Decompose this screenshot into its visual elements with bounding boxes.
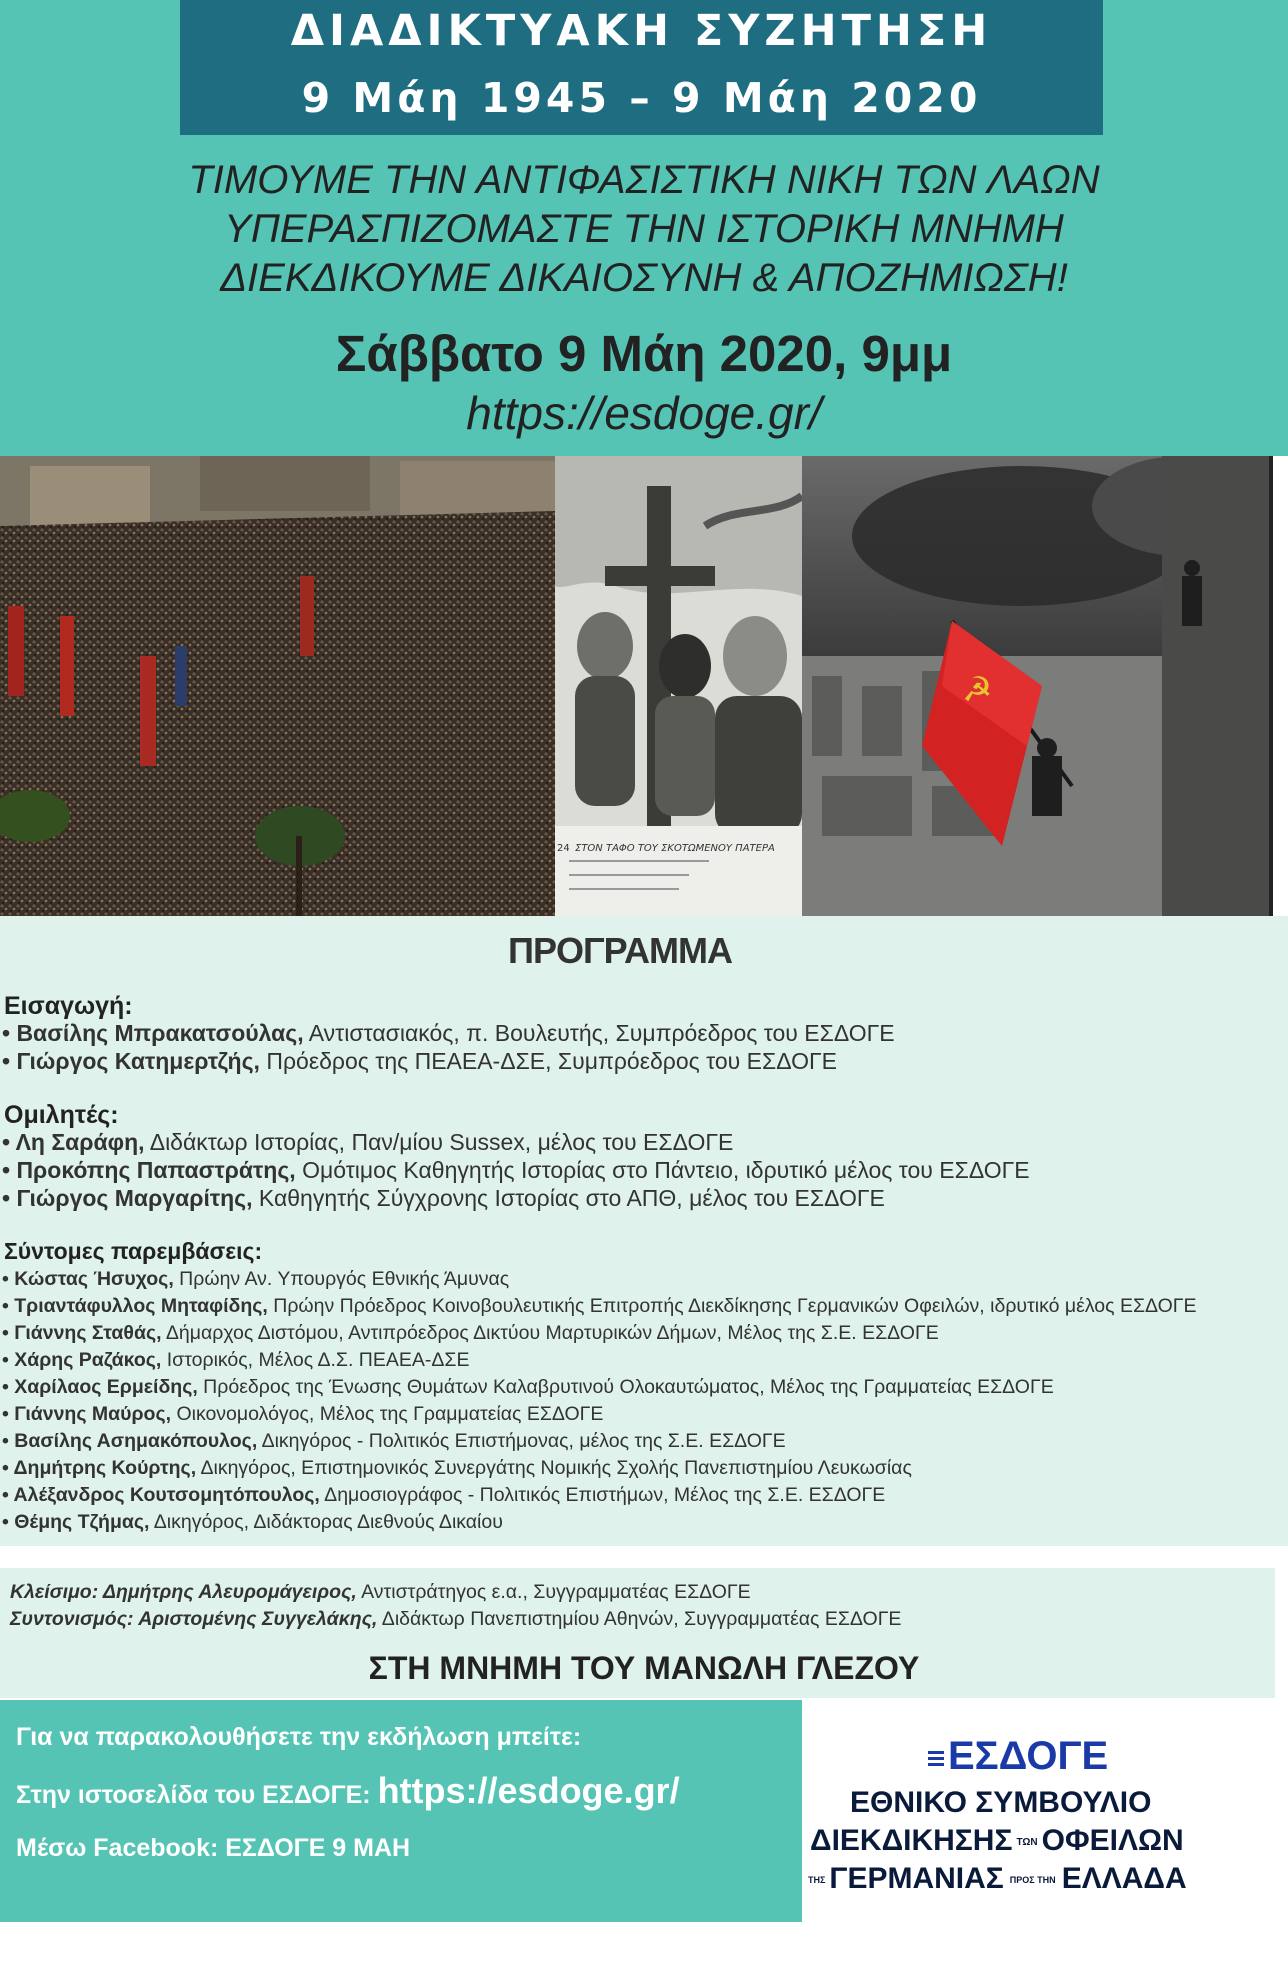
short-item: • Χαρίλαος Ερμείδης, Πρόεδρος της Ένωσης Θυμάτων Καλαβρυτινού Ολοκαυτώματος, Μέλος της Γραμματείας ΕΣΔΟΓΕ	[2, 1376, 1054, 1398]
speaker-item: • Λη Σαράφη, Διδάκτωρ Ιστορίας, Παν/μίου Sussex, μέλος του ΕΣΔΟΓΕ	[2, 1129, 734, 1155]
short-item: • Θέμης Τζήμας, Δικηγόρος, Διδάκτορας Διεθνούς Δικαίου	[2, 1511, 503, 1533]
photo-caption-number: 24	[557, 843, 570, 854]
watch-website-line: Στην ιστοσελίδα του ΕΣΔΟΓΕ: https://esdoge.gr/	[16, 1770, 680, 1811]
logo-line-1: ΕΘΝΙΚΟ ΣΥΜΒΟΥΛΙΟ	[850, 1786, 1152, 1819]
slogan-line-2: ΥΠΕΡΑΣΠΙΖΟΜΑΣΤΕ ΤΗΝ ΙΣΤΟΡΙΚΗ ΜΝΗΜΗ	[224, 207, 1064, 251]
short-item: • Δημήτρης Κούρτης, Δικηγόρος, Επιστημονικός Συνεργάτης Νομικής Σχολής Πανεπιστημίου Λευκωσίας	[2, 1457, 912, 1479]
event-dates: 9 Μάη 1945 – 9 Μάη 2020	[301, 74, 982, 122]
short-heading: Σύντομες παρεμβάσεις:	[4, 1238, 263, 1264]
slogan-line-1: ΤΙΜΟΥΜΕ ΤΗΝ ΑΝΤΙΦΑΣΙΣΤΙΚΗ ΝΙΚΗ ΤΩΝ ΛΑΩΝ	[188, 158, 1100, 202]
event-url[interactable]: https://esdoge.gr/	[466, 387, 822, 439]
title-box	[180, 0, 1103, 135]
event-title: ΔΙΑΔΙΚΤΥΑΚΗ ΣΥΖΗΤΗΣΗ	[290, 6, 993, 56]
svg-text:☭: ☭	[962, 670, 993, 710]
intro-item: • Γιώργος Κατημερτζής, Πρόεδρος της ΠΕΑΕΑ-ΔΣΕ, Συμπρόεδρος του ΕΣΔΟΓΕ	[2, 1048, 837, 1074]
short-item: • Βασίλης Ασημακόπουλος, Δικηγόρος - Πολιτικός Επιστήμονας, μέλος της Σ.Ε. ΕΣΔΟΓΕ	[2, 1430, 786, 1452]
logo-lines-icon	[928, 1748, 944, 1769]
logo-line-3: ΤΗΣ ΓΕΡΜΑΝΙΑΣ ΠΡΟΣ ΤΗΝ ΕΛΛΑΔΑ	[808, 1862, 1187, 1895]
speakers-heading: Ομιλητές:	[4, 1101, 119, 1129]
slogan-line-3: ΔΙΕΚΔΙΚΟΥΜΕ ΔΙΚΑΙΟΣΥΝΗ & ΑΠΟΖΗΜΙΩΣΗ!	[220, 256, 1068, 300]
intro-heading: Εισαγωγή:	[4, 992, 133, 1020]
watch-facebook-line[interactable]: Μέσω Facebook: ΕΣΔΟΓΕ 9 ΜΑΗ	[16, 1834, 411, 1862]
event-date: Σάββατο 9 Μάη 2020, 9μμ	[335, 325, 953, 382]
photo-caption-title: ΣΤΟΝ ΤΑΦΟ ΤΟΥ ΣΚΟΤΩΜΕΝΟΥ ΠΑΤΕΡΑ	[575, 843, 775, 854]
speaker-item: • Γιώργος Μαργαρίτης, Καθηγητής Σύγχρονης Ιστορίας στο ΑΠΘ, μέλος του ΕΣΔΟΓΕ	[2, 1185, 885, 1211]
short-item: • Γιάννης Μαύρος, Οικονομολόγος, Μέλος της Γραμματείας ΕΣΔΟΓΕ	[2, 1403, 604, 1425]
esdoge-logo	[808, 1700, 1288, 1922]
speaker-item: • Προκόπης Παπαστράτης, Ομότιμος Καθηγητής Ιστορίας στο Πάντειο, ιδρυτικό μέλος του ΕΣΔΟΓΕ	[2, 1157, 1030, 1183]
reichstag-flag-photo	[802, 456, 1269, 916]
closing-item: Κλείσιμο: Δημήτρης Αλευρομάγειρος, Αντιστράτηγος ε.α., Συγγραμματέας ΕΣΔΟΓΕ	[10, 1581, 751, 1603]
short-item: • Κώστας Ήσυχος, Πρώην Αν. Υπουργός Εθνικής Άμυνας	[2, 1268, 510, 1290]
logo-abbreviation: ΕΣΔΟΓΕ	[928, 1734, 1108, 1779]
short-item: • Αλέξανδρος Κουτσομητόπουλος, Δημοσιογράφος - Πολιτικός Επιστήμων, Μέλος της Σ.Ε. ΕΣΔΟΓΕ	[2, 1484, 886, 1506]
short-item: • Τριαντάφυλλος Μηταφίδης, Πρώην Πρόεδρος Κοινοβουλευτικής Επιτροπής Διεκδίκησης Γερμανικών Οφειλών, ιδρυτικό μέλος ΕΣΔΟΓΕ	[2, 1295, 1197, 1317]
coordinator-item: Συντονισμός: Αριστομένης Συγγελάκης, Διδάκτωρ Πανεπιστημίου Αθηνών, Συγγραμματέας ΕΣΔΟΓΕ	[10, 1608, 902, 1630]
program-title: ΠΡΟΓΡΑΜΜΑ	[508, 930, 732, 971]
crowd-photo	[0, 456, 555, 916]
divider	[1269, 456, 1273, 972]
website-link[interactable]: https://esdoge.gr/	[377, 1770, 680, 1811]
intro-item: • Βασίλης Μπρακατσούλας, Αντιστασιακός, π. Βουλευτής, Συμπρόεδρος του ΕΣΔΟΓΕ	[2, 1020, 895, 1046]
memorial-dedication: ΣΤΗ ΜΝΗΜΗ ΤΟΥ ΜΑΝΩΛΗ ΓΛΕΖΟΥ	[368, 1650, 920, 1686]
logo-line-2: ΔΙΕΚΔΙΚΗΣΗΣ ΤΩΝ ΟΦΕΙΛΩΝ	[810, 1824, 1184, 1857]
short-item: • Γιάννης Σταθάς, Δήμαρχος Διστόμου, Αντιπρόεδρος Δικτύου Μαρτυρικών Δήμων, Μέλος της Σ.Ε. ΕΣΔΟΓΕ	[2, 1322, 939, 1344]
short-item: • Χάρης Ραζάκος, Ιστορικός, Μέλος Δ.Σ. ΠΕΑΕΑ-ΔΣΕ	[2, 1349, 470, 1371]
children-at-grave-photo	[555, 456, 802, 916]
watch-instructions: Για να παρακολουθήσετε την εκδήλωση μπείτε:	[16, 1723, 582, 1751]
